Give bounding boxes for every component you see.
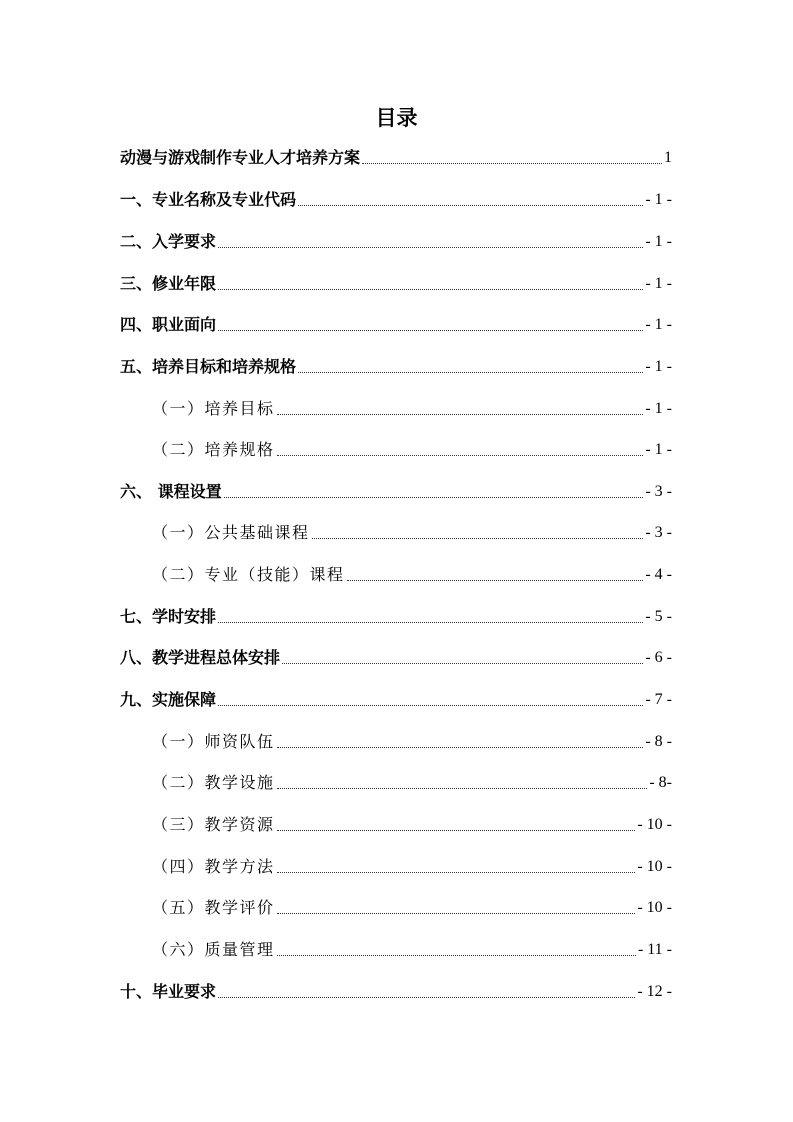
- toc-entry[interactable]: [152, 563, 672, 587]
- toc-entry-page: - 1 -: [645, 358, 672, 375]
- dot-leader: [277, 830, 636, 831]
- dot-leader: [218, 247, 643, 248]
- toc-entry-page: - 10 -: [637, 816, 672, 833]
- toc-entry-page: - 3 -: [645, 524, 672, 541]
- toc-entry[interactable]: [120, 188, 672, 212]
- toc-entry-label: 三、修业年限: [120, 274, 217, 293]
- dot-leader: [277, 872, 636, 873]
- toc-entry-label: 五、培养目标和培养规格: [120, 357, 297, 376]
- dot-leader: [298, 205, 643, 206]
- toc-entry[interactable]: [152, 438, 672, 462]
- toc-entry-page: - 7 -: [645, 691, 672, 708]
- toc-entry[interactable]: [152, 397, 672, 421]
- toc-entry[interactable]: [120, 230, 672, 254]
- dot-leader: [218, 330, 643, 331]
- toc-entry[interactable]: [120, 480, 672, 504]
- toc-entry[interactable]: [152, 771, 672, 795]
- toc-entry[interactable]: [152, 521, 672, 545]
- dot-leader: [347, 580, 644, 581]
- toc-entry[interactable]: [120, 980, 672, 1004]
- toc-entry[interactable]: [152, 855, 672, 879]
- toc-entry-page: - 5 -: [645, 608, 672, 625]
- toc-entry-label: （二）教学设施: [152, 773, 275, 792]
- toc-entry-page: 1: [664, 149, 672, 166]
- dot-leader: [218, 622, 643, 623]
- dot-leader: [312, 538, 644, 539]
- toc-entry-label: （四）教学方法: [152, 857, 275, 876]
- toc-entry-label: （二）培养规格: [152, 440, 275, 459]
- toc-entry-page: - 3 -: [645, 483, 672, 500]
- toc-entry-label: 七、学时安排: [120, 607, 217, 626]
- toc-entry-label: （二）专业（技能）课程: [152, 565, 345, 584]
- toc-entry-label: 八、教学进程总体安排: [120, 648, 281, 667]
- toc-entry-page: - 1 -: [645, 191, 672, 208]
- toc-entry-page: - 4 -: [645, 566, 672, 583]
- dot-leader: [224, 497, 644, 498]
- toc-entry[interactable]: [120, 605, 672, 629]
- toc-entry[interactable]: [120, 355, 672, 379]
- toc-entry[interactable]: [152, 730, 672, 754]
- dot-leader: [277, 455, 644, 456]
- toc-entry-label: （一）公共基础课程: [152, 523, 310, 542]
- toc-title: 目录: [375, 106, 418, 130]
- toc-entry-label: （六）质量管理: [152, 940, 275, 959]
- dot-leader: [282, 663, 643, 664]
- dot-leader: [362, 163, 662, 164]
- toc-entry-page: - 1 -: [645, 316, 672, 333]
- dot-leader: [298, 372, 643, 373]
- toc-entry-page: - 10 -: [637, 899, 672, 916]
- toc-entry-page: - 8 -: [645, 733, 672, 750]
- toc-entry-page: - 1 -: [645, 275, 672, 292]
- toc-entry[interactable]: [152, 896, 672, 920]
- toc-entry-page: - 1 -: [645, 400, 672, 417]
- toc-entry-label: （三）教学资源: [152, 815, 275, 834]
- toc-entry[interactable]: [120, 272, 672, 296]
- toc-entry-page: - 6 -: [645, 649, 672, 666]
- dot-leader: [277, 788, 648, 789]
- toc-entry-label: （一）师资队伍: [152, 732, 275, 751]
- toc-entry-label: 动漫与游戏制作专业人才培养方案: [120, 148, 361, 167]
- toc-entry-label: （五）教学评价: [152, 898, 275, 917]
- toc-entry[interactable]: [152, 813, 672, 837]
- toc-entry-page: - 11 -: [637, 941, 672, 958]
- toc-entry[interactable]: [152, 938, 672, 962]
- toc-entry[interactable]: [120, 688, 672, 712]
- toc-entry-label: 十、毕业要求: [120, 982, 217, 1001]
- dot-leader: [277, 414, 644, 415]
- toc-entry-page: - 12 -: [637, 983, 672, 1000]
- toc-entry[interactable]: [120, 146, 672, 170]
- toc-entry-label: 六、 课程设置: [120, 482, 222, 501]
- toc-entry-page: - 1 -: [645, 233, 672, 250]
- toc-entry[interactable]: [120, 313, 672, 337]
- toc-entry-label: 一、专业名称及专业代码: [120, 190, 297, 209]
- toc-entry-label: 九、实施保障: [120, 690, 217, 709]
- toc-entry-label: （一）培养目标: [152, 399, 275, 418]
- toc-entry-label: 四、职业面向: [120, 315, 217, 334]
- dot-leader: [277, 955, 636, 956]
- dot-leader: [277, 913, 636, 914]
- dot-leader: [218, 997, 635, 998]
- toc-entry-page: - 8-: [649, 774, 672, 791]
- toc-entry[interactable]: [120, 646, 672, 670]
- toc-entry-label: 二、入学要求: [120, 232, 217, 251]
- toc-entry-page: - 10 -: [637, 858, 672, 875]
- dot-leader: [277, 747, 644, 748]
- dot-leader: [218, 289, 643, 290]
- dot-leader: [218, 705, 643, 706]
- toc-entry-page: - 1 -: [645, 441, 672, 458]
